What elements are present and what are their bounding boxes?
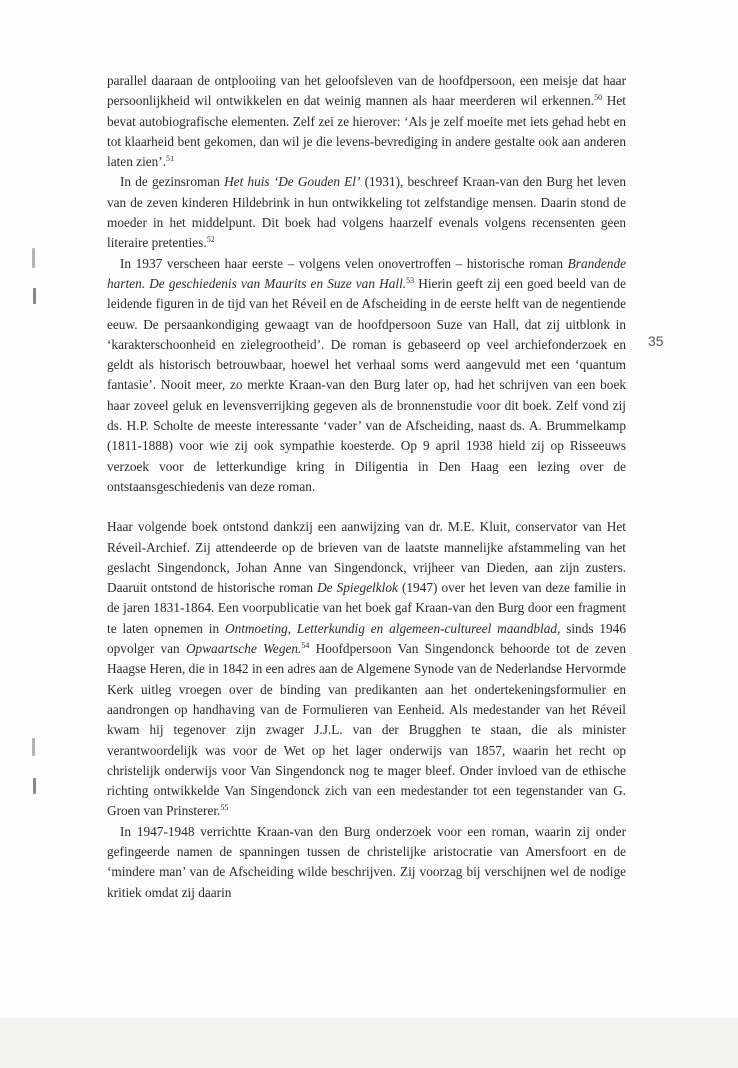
- footnote-ref[interactable]: 54: [301, 641, 310, 651]
- footnote-ref[interactable]: 53: [406, 275, 415, 285]
- paragraph: In 1947-1948 verrichtte Kraan-van den Burg onderzoek voor een roman, waarin zij onder gefingeerde namen de spanningen tussen de christelijke aristocratie van Amersfoort en de ‘mindere man’ van de Afscheiding wilde beschrijven. Zij voorzag bij verschijnen wel de nodige kritiek omdat zij daarin: [107, 823, 626, 900]
- binding-mark: [32, 738, 35, 756]
- magazine-title: Ontmoeting, Letterkundig en algemeen-cultureel maandblad,: [224, 620, 561, 636]
- binding-mark: [33, 778, 36, 794]
- footnote-ref[interactable]: 52: [206, 235, 215, 245]
- paragraph: In de gezinsroman Het huis ‘De Gouden El’ (1931), beschreef Kraan-van den Burg het leven van de zeven kinderen Hildebrink in hun ontwikkeling tot zelfstandige mensen. Daarin stond de moeder in het middelpunt. Dit boek had volgens haarzelf evenals volgens recensenten geen literaire pretenties.$^{52}$: [107, 174, 626, 251]
- binding-mark: [32, 248, 35, 268]
- binding-mark: [33, 288, 36, 304]
- book-title: Brandende harten. De geschiedenis van Maurits en Suze van Hall.: [107, 255, 626, 291]
- page-bottom-edge: [0, 1018, 738, 1068]
- paragraph: parallel daaraan de ontplooiing van het geloofsleven van de hoofdpersoon, een meisje dat haar persoonlijkheid wil ontwikkelen en dat weinig mannen als haar meerderen wil erkennen.$^{50}$ Het bevat autobiografische elementen. Zelf zei ze hierover: ‘Als je zelf moeite met iets gehad hebt en tot klaarheid bent gekomen, dan wil je die levens-bevrediging in andere gestalte ook aan anderen laten zien’.$^{51}$: [107, 73, 626, 170]
- footnote-ref[interactable]: 55: [220, 803, 229, 813]
- footnote-ref[interactable]: 51: [166, 154, 175, 164]
- paragraph: Haar volgende boek ontstond dankzij een aanwijzing van dr. M.E. Kluit, conservator van Het Réveil-Archief. Zij attendeerde op de brieven van de laatste mannelijke afstammeling van het geslacht Singendonck, Johan Anne van Singendonck, vrijheer van Dieden, aan zijn zusters. Daaruit ontstond de historische roman De Spiegelklok (1947) over het leven van deze familie in de jaren 1831-1864. Een voorpublicatie van het boek gaf Kraan-van den Burg door een fragment te laten opnemen in Ontmoeting, Letterkundig en algemeen-cultureel maandblad, sinds 1946 opvolger van Opwaartsche Wegen.$^{54}$ Hoofdpersoon Van Singendonck behoorde tot de zeven Haagse Heren, die in 1842 in een adres aan de Algemene Synode van de Nederlandse Hervormde Kerk uitleg vroegen over de binding van predikanten aan het ondertekeningsformulier en aandrongen op handhaving van de Formulieren van Eenheid. Als medestander van het Réveil kwam hij tegenover zijn zwager J.J.L. van der Brugghen te staan, die als minister verantwoordelijk was voor de Wet op het lager onderwijs van 1857, waarin het recht op christelijk onderwijs voor Van Singendonck nog te mager bleef. Onder invloed van de ethische richting ontwikkelde Van Singendonck zich van een medestander tot een tegenstander van G. Groen van Prinsterer.$^{55}$: [107, 519, 626, 819]
- page-number: 35: [648, 333, 664, 349]
- book-title: De Spiegelklok: [317, 580, 398, 596]
- footnote-ref[interactable]: 50: [594, 93, 603, 103]
- book-title: Het huis ‘De Gouden El’: [224, 174, 361, 190]
- body-text: [107, 71, 626, 903]
- magazine-title: Opwaartsche Wegen.: [185, 641, 302, 657]
- paragraph: In 1937 verscheen haar eerste – volgens velen onovertroffen – historische roman Brandende harten. De geschiedenis van Maurits en Suze van Hall.$^{53}$ Hierin geeft zij een goed beeld van de leidende figuren in de tijd van het Réveil en de Afscheiding in de eerste helft van de negentiende eeuw. De persaankondiging gewaagt van de hoofdpersoon Suze van Hall, dat zij uitblonk in ‘karakterschoonheid en zielegrootheid’. De roman is gebaseerd op veel archiefonderzoek en geldt als historisch betrouwbaar, hoewel het verhaal soms werd aangevuld met een ‘quantum fantasie’. Nooit meer, zo merkte Kraan-van den Burg later op, had het schrijven van een boek haar zoveel geluk en levensverrijking gegeven als de bronnenstudie voor dit boek. Zelf vond zij ds. H.P. Scholte de meeste interessante ‘vader’ van de Afscheiding, naast ds. A. Brummelkamp (1811-1888) voor wie zij ook sympathie koesterde. Op 9 april 1938 hield zij op Risseeuws verzoek voor de letterkundige kring in Diligentia in Den Haag een lezing over de ontstaansgeschiedenis van deze roman.: [107, 255, 626, 494]
